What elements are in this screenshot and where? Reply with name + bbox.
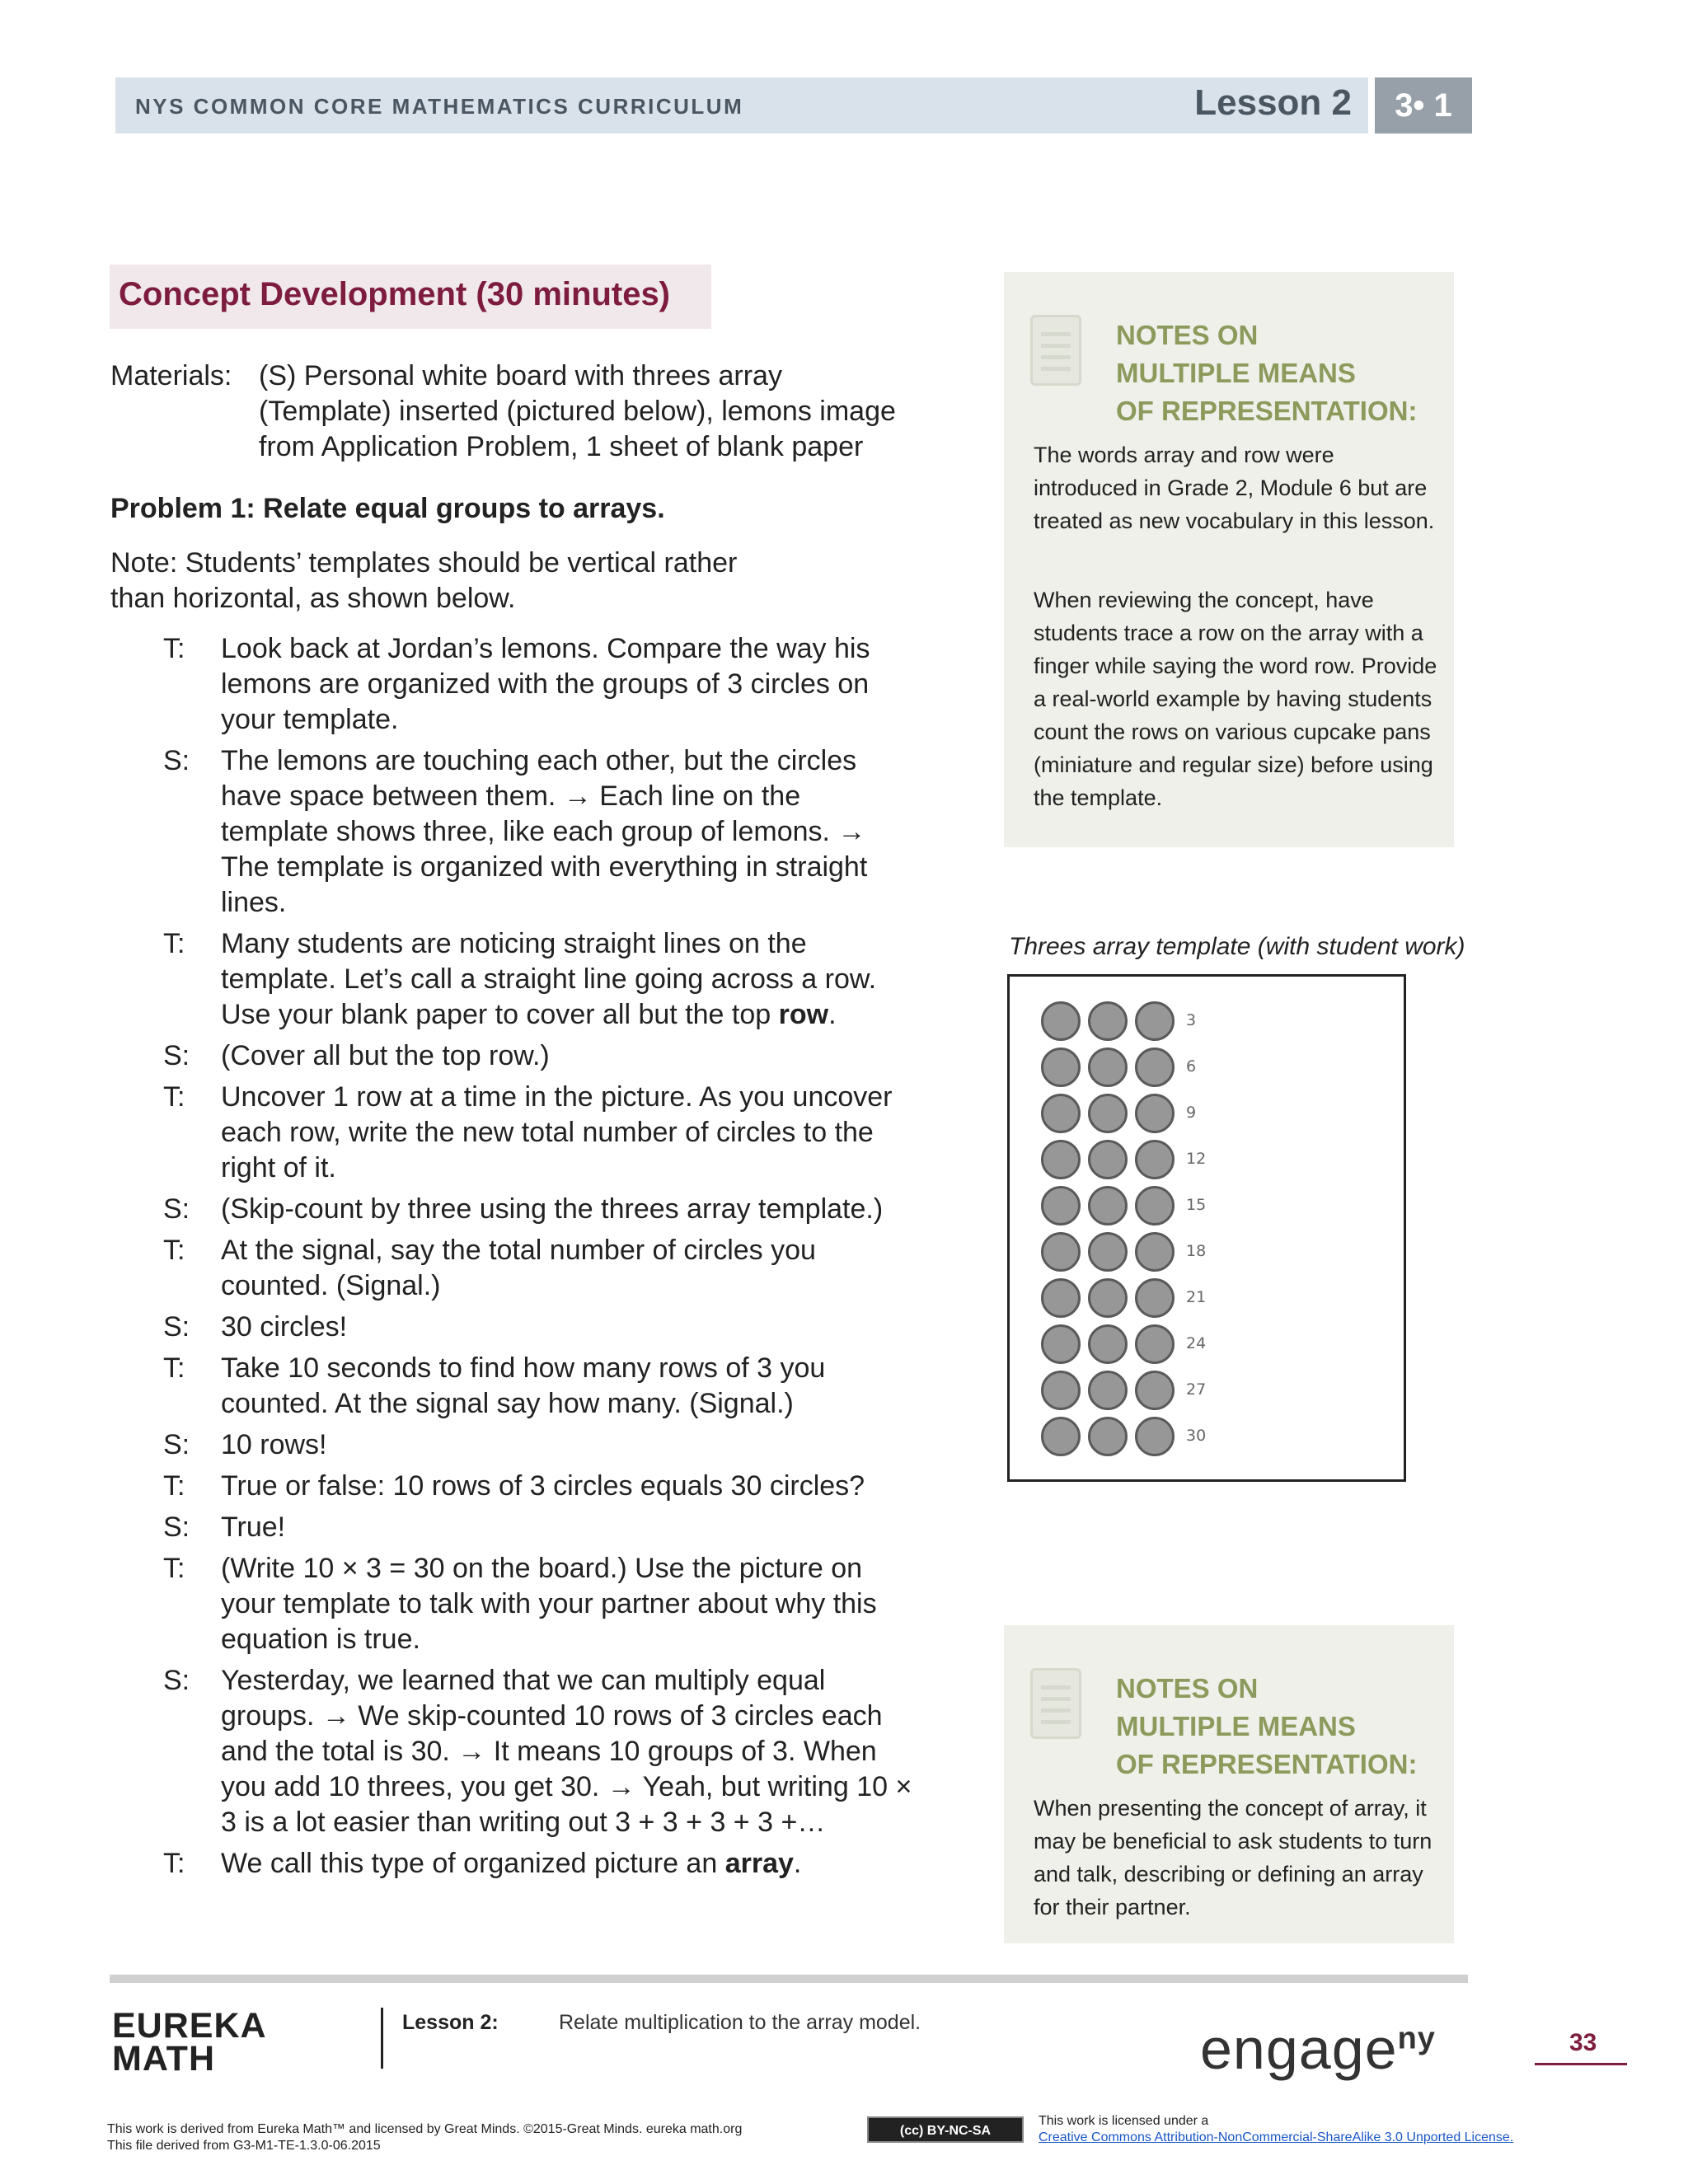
utterance: Many students are noticing straight lines on the template. Let’s call a straight line going across a row. Use your blank paper to cover all but the top row. [221,928,877,1030]
speaker: T: [163,633,185,664]
page-number: 33 [1569,2029,1597,2056]
utterance: Yesterday, we learned that we can multiply equal groups. → We skip-counted 10 rows of 3 circles each and the total is 30. → It means 10 groups of 3. When you add 10 threes, you get 30. → Yeah, but writing 10 × 3 is a lot easier than writing out 3 + 3 + 3 + 3 +… [221,1665,912,1838]
speaker: T: [163,1553,185,1584]
dialogue-line [110,1846,918,1882]
dialogue [110,631,918,1887]
array-circle [1041,1140,1081,1179]
speaker: S: [163,1311,190,1343]
dialogue-line [110,1551,918,1657]
array-circle [1088,1094,1128,1133]
speaker: T: [163,1235,185,1266]
notes-icon [1030,1668,1081,1739]
speaker: S: [163,745,190,776]
speaker: S: [163,1429,190,1460]
array-circle [1135,1047,1175,1087]
row-total-label: 18 [1186,1242,1207,1260]
engageny-logo: engage$^{ny}$ [1200,2017,1436,2081]
dialogue-line [110,1038,918,1074]
utterance: We call this type of organized picture an array. [221,1848,802,1879]
utterance: 10 rows! [221,1429,327,1460]
row-total-label: 24 [1186,1334,1207,1352]
notes-paragraph: The words array and row were introduced in Grade 2, Module 6 but are treated as new vocabulary in this lesson. [1034,443,1435,533]
array-circle [1135,1186,1175,1226]
row-total-label: 9 [1186,1104,1197,1122]
dialogue-line [110,1663,918,1840]
row-total-label: 27 [1186,1380,1207,1399]
dialogue-line [110,743,918,921]
utterance: (Write 10 × 3 = 30 on the board.) Use the picture on your template to talk with your partner about why this equation is true. [221,1553,877,1655]
dialogue-line [110,1469,918,1504]
utterance: At the signal, say the total number of circles you counted. (Signal.) [221,1235,816,1301]
array-circle [1041,1232,1081,1272]
threes-array-figure [1007,974,1406,1482]
array-circle [1041,1324,1081,1364]
dialogue-line [110,1080,918,1186]
array-circle [1135,1140,1175,1179]
speaker: S: [163,1193,190,1225]
dialogue-line [110,631,918,738]
notes-heading: NOTES ON MULTIPLE MEANS OF REPRESENTATION: [1116,320,1418,426]
notes-sidebar-array [1004,1625,1454,1943]
array-circle [1041,1094,1081,1133]
utterance: 30 circles! [221,1311,348,1343]
array-circle [1088,1371,1128,1410]
footer-rule [110,1975,1468,1983]
dialogue-line [110,1510,918,1545]
array-circle [1088,1232,1128,1272]
cc-license-badge: (cc) BY-NC-SA [867,2116,1024,2143]
array-circle [1135,1001,1175,1041]
array-circle [1088,1278,1128,1318]
figure-caption: Threes array template (with student work) [1009,933,1465,960]
array-circle [1088,1186,1128,1226]
utterance: The lemons are touching each other, but the circles have space between them. → Each line on the template shows three, like each group of lemons. → The template is organized with everything in straight lines. [221,745,868,918]
array-circle [1041,1047,1081,1087]
array-circle [1041,1186,1081,1226]
array-circle [1041,1001,1081,1041]
dialogue-line [110,1351,918,1422]
dialogue-line [110,1427,918,1463]
row-total-label: 15 [1186,1196,1207,1214]
notes-paragraph: When reviewing the concept, have students trace a row on the array with a finger while saying the word row. Provide a real-world example by having students count the rows on various cupcake pans (miniature and regular size) before using the template. [1034,588,1437,810]
dialogue-line [110,1192,918,1227]
problem-heading: Problem 1: Relate equal groups to arrays. [110,493,665,524]
footer-lesson-label: Lesson 2: [402,2011,499,2034]
array-circle [1041,1278,1081,1318]
notes-sidebar-representation [1004,272,1454,847]
utterance: (Cover all but the top row.) [221,1040,550,1071]
lesson-title: Lesson 2 [1194,82,1352,123]
notes-paragraph: When presenting the concept of array, it may be beneficial to ask students to turn and talk, describing or defining an array for their partner. [1034,1796,1432,1919]
array-circle [1135,1371,1175,1410]
array-circle [1088,1140,1128,1179]
eureka-math-logo: EUREKA MATH [112,2006,267,2079]
array-circle [1088,1001,1128,1041]
footer-lesson-title: Relate multiplication to the array model. [559,2011,921,2034]
array-circle [1088,1324,1128,1364]
materials-text: (S) Personal white board with threes array (Template) inserted (pictured below), lemons image from Application Problem, 1 sheet of blank paper [259,360,896,462]
speaker: T: [163,1081,185,1113]
materials-label: Materials: [110,360,232,391]
dialogue-line [110,1310,918,1345]
row-total-label: 6 [1186,1057,1197,1076]
row-total-label: 3 [1186,1011,1197,1029]
note-text: Note: Students’ templates should be vertical rather than horizontal, as shown below. [110,547,738,614]
array-circle [1135,1417,1175,1456]
speaker: T: [163,1470,185,1502]
speaker: T: [163,928,185,959]
license-link[interactable]: Creative Commons Attribution-NonCommercial-ShareAlike 3.0 Unported License. [1039,2130,1514,2144]
speaker: S: [163,1511,190,1543]
row-total-label: 12 [1186,1150,1207,1168]
speaker: T: [163,1352,185,1384]
notes-heading: NOTES ON MULTIPLE MEANS OF REPRESENTATION: [1116,1673,1418,1779]
dialogue-line [110,926,918,1033]
utterance: (Skip-count by three using the threes array template.) [221,1193,884,1225]
footer-attribution: This work is derived from Eureka Math™ and licensed by Great Minds. ©2015-Great Minds. eureka math.org This file derived from G3-M1-TE-1.3.0-06.2015 [107,2122,743,2153]
array-circle [1088,1417,1128,1456]
license-notice: This work is licensed under a Creative Commons Attribution-NonCommercial-ShareAlike 3.0 Unported License. [1039,2114,1514,2144]
speaker: T: [163,1848,185,1879]
curriculum-title: NYS COMMON CORE MATHEMATICS CURRICULUM [135,94,744,119]
notes-icon [1030,315,1081,386]
array-circle [1135,1278,1175,1318]
speaker: S: [163,1040,190,1071]
array-circle [1135,1324,1175,1364]
grade-module-badge: 3• 1 [1375,77,1472,134]
array-circle [1135,1094,1175,1133]
row-total-label: 30 [1186,1427,1207,1445]
array-circle [1041,1417,1081,1456]
speaker: S: [163,1665,190,1696]
array-circle [1041,1371,1081,1410]
row-total-label: 21 [1186,1288,1207,1306]
dialogue-line [110,1233,918,1304]
footer-divider [381,2008,383,2069]
utterance: True! [221,1511,286,1543]
utterance: Take 10 seconds to find how many rows of 3 you counted. At the signal say how many. (Signal.) [221,1352,826,1419]
utterance: Uncover 1 row at a time in the picture. As you uncover each row, write the new total number of circles to the right of it. [221,1081,893,1183]
array-circle [1135,1232,1175,1272]
section-heading: Concept Development (30 minutes) [119,276,671,312]
array-circle [1088,1047,1128,1087]
page-number-rule [1535,2063,1627,2065]
utterance: Look back at Jordan’s lemons. Compare the way his lemons are organized with the groups of 3 circles on your template. [221,633,870,735]
utterance: True or false: 10 rows of 3 circles equals 30 circles? [221,1470,865,1502]
